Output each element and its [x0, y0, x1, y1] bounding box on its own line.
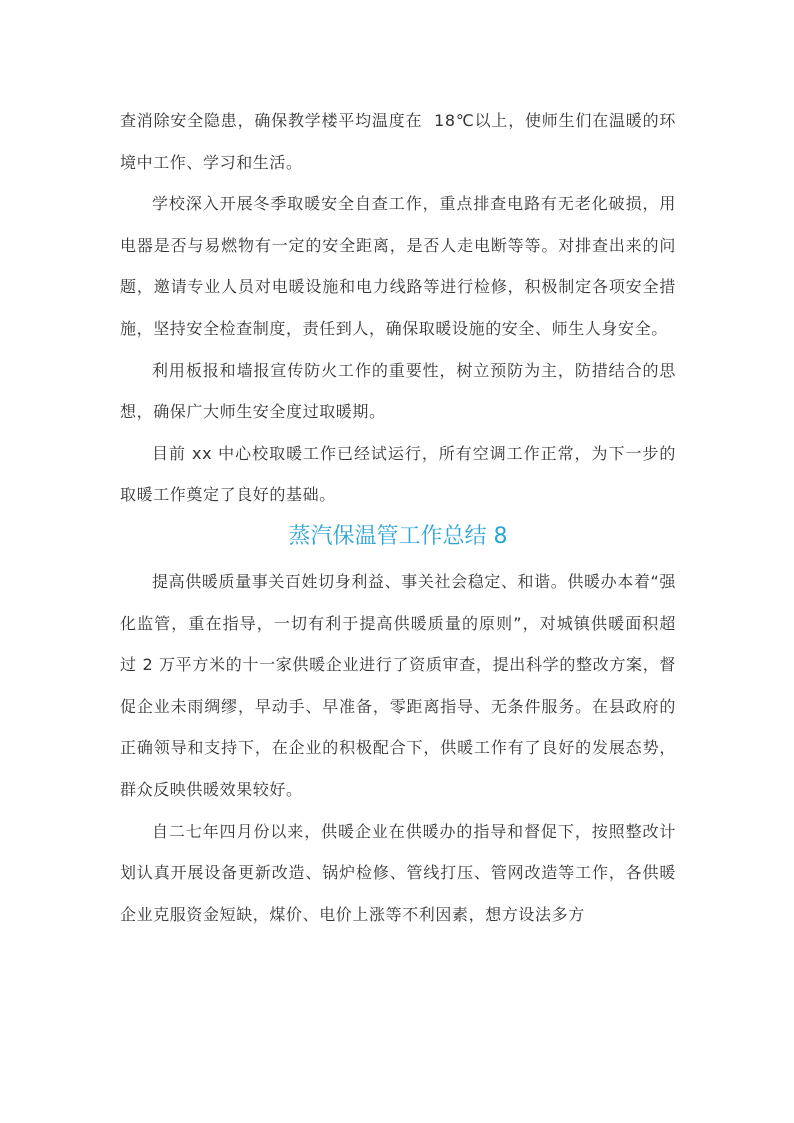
paragraph: 利用板报和墙报宣传防火工作的重要性，树立预防为主，防措结合的思想，确保广大师生安全度过取暖期。: [120, 360, 676, 422]
paragraph: 查消除安全隐患，确保教学楼平均温度在 18℃以上，使师生们在温暖的环境中工作、学习和生活。: [120, 111, 676, 172]
paragraph: 自二七年四月份以来，供暖企业在供暖办的指导和督促下，按照整改计划认真开展设备更新改造、锅炉检修、管线打压、管网改造等工作，各供暖企业克服资金短缺，煤价、电价上涨等不利因素，想方设法多方: [120, 821, 676, 924]
document-page: [120, 100, 676, 935]
paragraph: 学校深入开展冬季取暖安全自查工作，重点排查电路有无老化破损，用电器是否与易燃物有一定的安全距离，是否人走电断等等。对排查出来的问题，邀请专业人员对电暖设施和电力线路等进行检修，积极制定各项安全措施，坚持安全检查制度，责任到人，确保取暖设施的安全、师生人身安全。: [120, 194, 676, 338]
section-heading: 蒸汽保温管工作总结 8: [288, 523, 508, 549]
paragraph: 目前 xx 中心校取暖工作已经试运行，所有空调工作正常，为下一步的取暖工作奠定了良好的基础。: [120, 443, 676, 505]
paragraph: 提高供暖质量事关百姓切身利益、事关社会稳定、和谐。供暖办本着“强化监管，重在指导，一切有利于提高供暖质量的原则”，对城镇供暖面积超过 2 万平方米的十一家供暖企业进行了资质审查，提出科学的整改方案，督促企业未雨绸缪，早动手、早准备，零距离指导、无条件服务。在县政府的正确领导和支持下，在企业的积极配合下，供暖工作有了良好的发展态势，群众反映供暖效果较好。: [120, 571, 676, 799]
